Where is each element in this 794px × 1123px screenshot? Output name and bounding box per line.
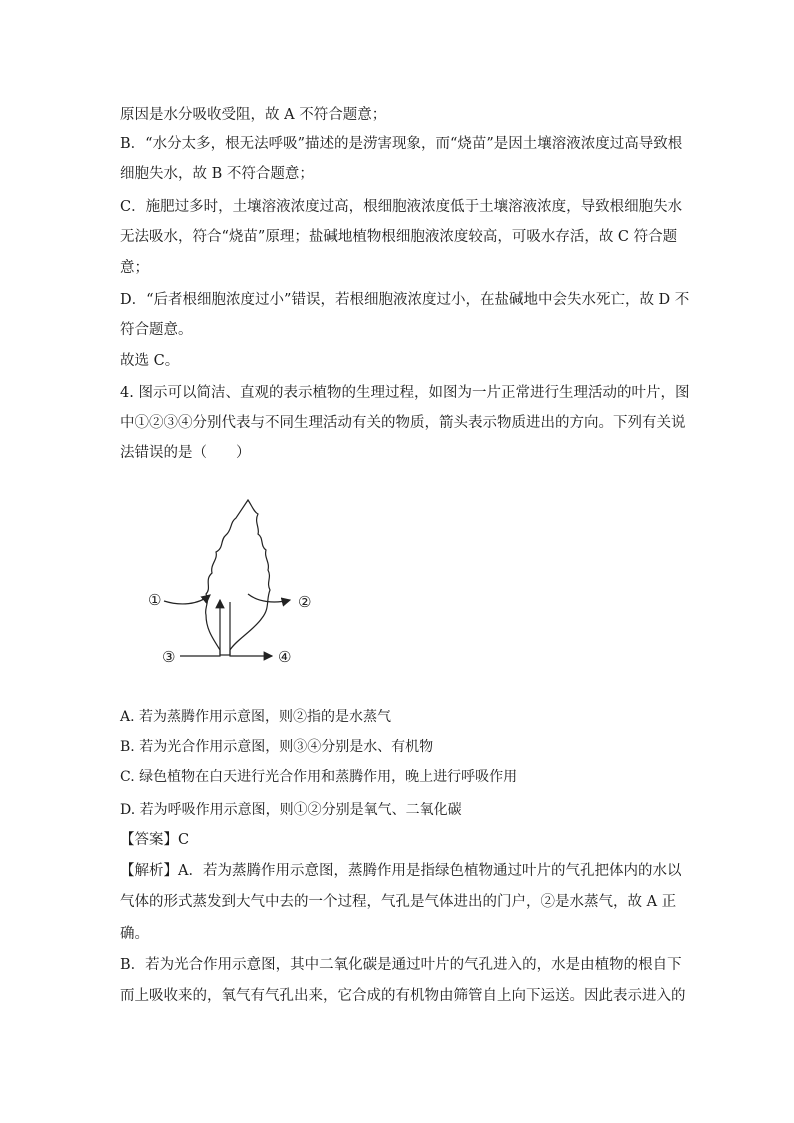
label-1: ① bbox=[148, 591, 162, 609]
label-2: ② bbox=[298, 593, 312, 611]
label-4: ④ bbox=[278, 648, 292, 666]
text-line: B．“水分太多，根无法呼吸”描述的是涝害现象，而“烧苗”是因土壤溶液浓度过高导致根 bbox=[120, 136, 683, 152]
question-stem: 中①②③④分别代表与不同生理活动有关的物质，箭头表示物质进出的方向。下列有关说 bbox=[120, 415, 686, 431]
option-c: C. 绿色植物在白天进行光合作用和蒸腾作用，晚上进行呼吸作用 bbox=[120, 769, 518, 785]
analysis-line: 而上吸收来的，氧气有气孔出来，它合成的有机物由筛管自上向下运送。因此表示进入的 bbox=[120, 988, 686, 1004]
text-line: 原因是水分吸收受阻，故 A 不符合题意； bbox=[120, 107, 387, 123]
text-line: 意； bbox=[120, 260, 149, 276]
analysis-line: 【解析】A．若为蒸腾作用示意图，蒸腾作用是指绿色植物通过叶片的气孔把体内的水以 bbox=[120, 863, 682, 879]
leaf-diagram bbox=[140, 490, 340, 675]
question-stem: 法错误的是（ ） bbox=[120, 445, 251, 461]
text-line: D．“后者根细胞浓度过小”错误，若根细胞液浓度过小，在盐碱地中会失水死亡，故 D 不 bbox=[120, 292, 690, 308]
text-line: C．施肥过多时，土壤溶液浓度过高，根细胞液浓度低于土壤溶液浓度，导致根细胞失水 bbox=[120, 199, 683, 215]
analysis-line: 气体的形式蒸发到大气中去的一个过程，气孔是气体进出的门户，②是水蒸气，故 A 正 bbox=[120, 894, 677, 910]
text-line: 故选 C。 bbox=[120, 353, 180, 369]
text-line: 符合题意。 bbox=[120, 322, 193, 338]
label-3: ③ bbox=[162, 648, 176, 666]
text-line: 无法吸水，符合“烧苗”原理；盐碱地植物根细胞液浓度较高，可吸水存活，故 C 符合题 bbox=[120, 229, 678, 245]
option-d: D. 若为呼吸作用示意图，则①②分别是氧气、二氧化碳 bbox=[120, 802, 462, 818]
text-line: 细胞失水，故 B 不符合题意； bbox=[120, 166, 314, 182]
option-a: A. 若为蒸腾作用示意图，则②指的是水蒸气 bbox=[120, 709, 392, 725]
option-b: B. 若为光合作用示意图，则③④分别是水、有机物 bbox=[120, 739, 434, 755]
question-stem: 4. 图示可以简洁、直观的表示植物的生理过程，如图为一片正常进行生理活动的叶片，图 bbox=[120, 385, 690, 401]
answer: 【答案】C bbox=[120, 832, 190, 848]
analysis-line: B．若为光合作用示意图，其中二氧化碳是通过叶片的气孔进入的，水是由植物的根自下 bbox=[120, 957, 682, 973]
analysis-line: 确。 bbox=[120, 926, 149, 942]
arrow-in-1 bbox=[164, 595, 210, 604]
leaf-outline bbox=[206, 500, 270, 655]
arrow-up-3 bbox=[180, 600, 220, 656]
